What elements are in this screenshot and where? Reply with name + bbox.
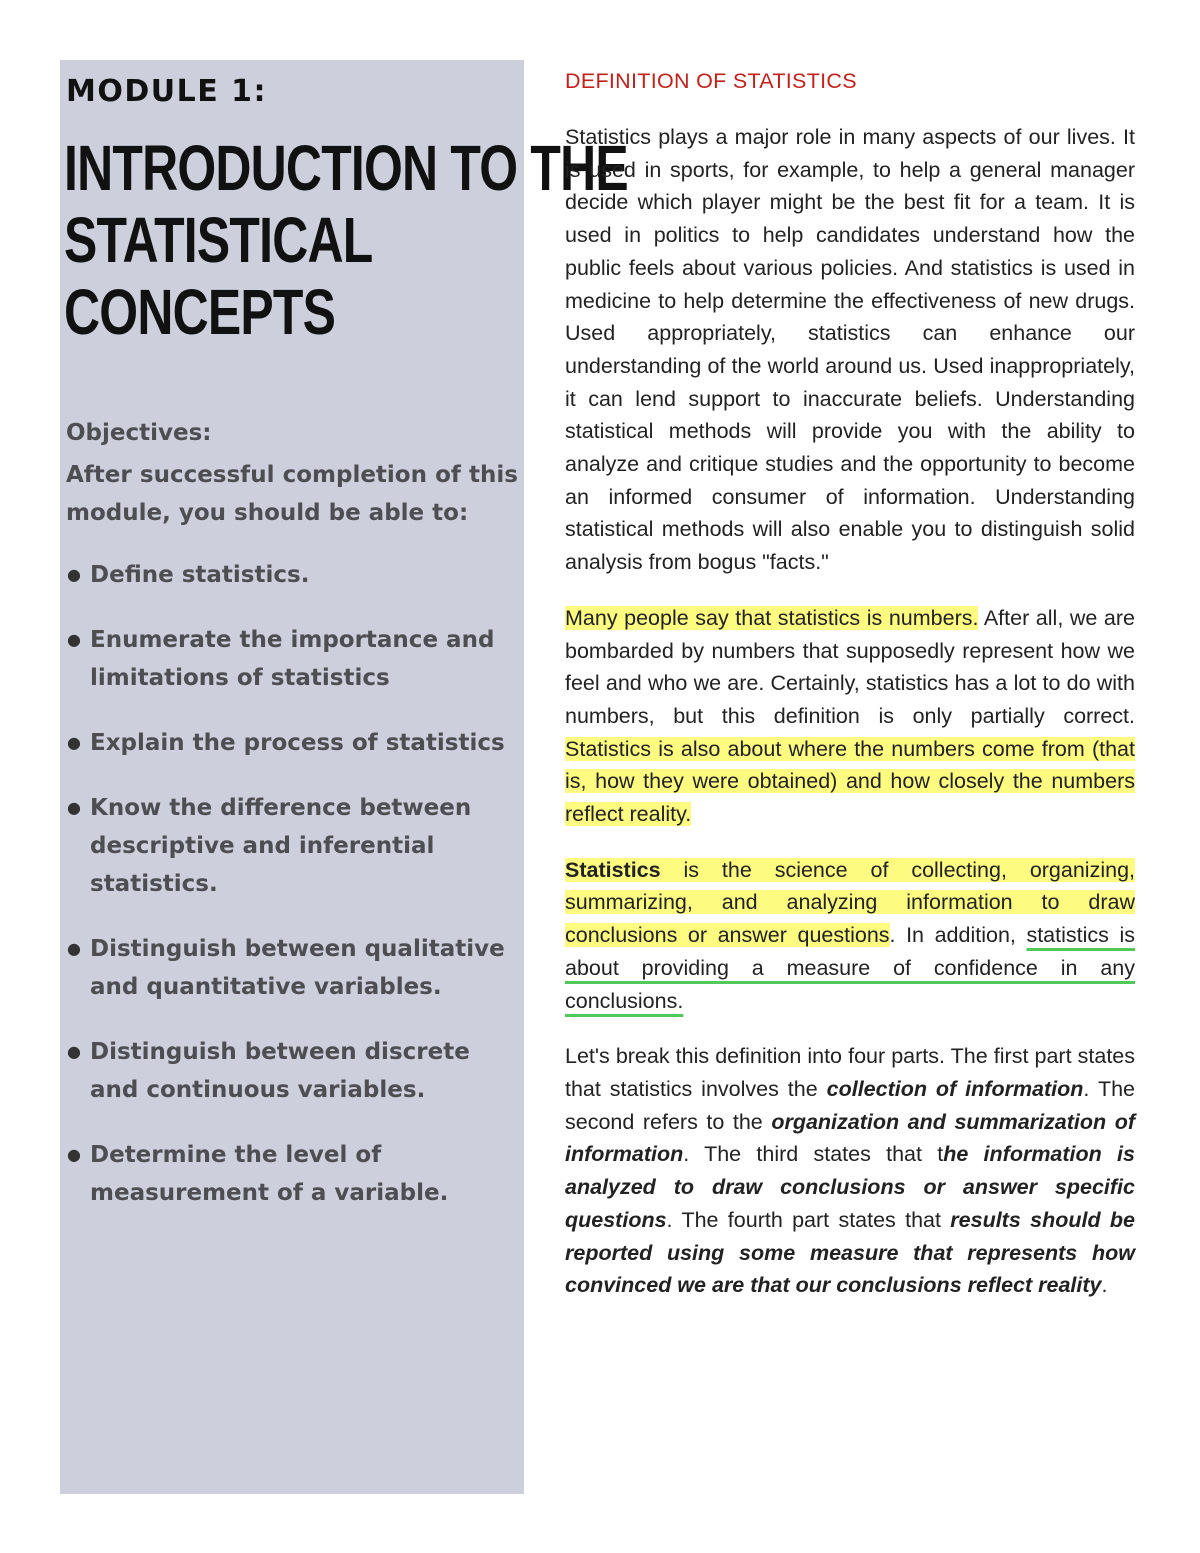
module-sidebar xyxy=(60,60,628,1494)
module-title-line: CONCEPTS xyxy=(64,276,336,348)
module-title-line: STATISTICAL xyxy=(64,204,373,276)
paragraph-definition: Statistics is the science of collecting, organizing, summarizing, and analyzing information to draw conclusions or answer questions. In addition, statistics is about providing a measure of confidence in any conclusions. xyxy=(565,857,1135,1013)
bullet-icon: ● xyxy=(67,939,81,958)
module-title xyxy=(64,132,628,348)
objective-item: ● Distinguish between discrete and continuous variables. xyxy=(66,1033,518,1109)
highlight: Many people say that statistics is numbers. xyxy=(565,605,979,630)
main-content xyxy=(565,64,1135,1325)
objectives-heading: Objectives: xyxy=(66,420,212,446)
bullet-icon: ● xyxy=(67,1042,81,1061)
bullet-icon: ● xyxy=(67,733,81,752)
module-label: MODULE 1: xyxy=(66,74,268,109)
objectives-list xyxy=(66,556,518,1239)
paragraph-numbers: Many people say that statistics is numbers. After all, we are bombarded by numbers that supposedly represent how we feel and who we are. Certainly, statistics has a lot to do with numbers, but this definition is only partially correct. Statistics is also about where the numbers come from (that is, how they were obtained) and how closely the numbers reflect reality. xyxy=(565,605,1135,827)
objective-item: ● Explain the process of statistics xyxy=(66,724,518,762)
objective-item: ● Distinguish between qualitative and quantitative variables. xyxy=(66,930,518,1006)
underlined-text: statistics is about providing a measure of confidence in any conclusions. xyxy=(565,923,1135,1013)
highlight: Statistics is also about where the numbers come from (that is, how they were obtained) and how closely the numbers reflect reality. xyxy=(565,736,1135,827)
objective-item: ● Define statistics. xyxy=(66,556,518,594)
bullet-icon: ● xyxy=(67,1145,81,1164)
bullet-icon: ● xyxy=(67,630,81,649)
objective-item: ● Determine the level of measurement of a variable. xyxy=(66,1136,518,1212)
paragraph-four-parts: Let's break this definition into four parts. The first part states that statistics involves the collection of information. The second refers to the organization and summarization of information. The third states that the information is analyzed to draw conclusions or answer specific questions. The fourth part states that results should be reported using some measure that represents how convinced we are that our conclusions reflect reality. xyxy=(565,1044,1136,1298)
module-title-line: INTRODUCTION TO THE xyxy=(64,132,628,204)
bullet-icon: ● xyxy=(67,798,81,817)
objectives-intro: After successful completion of this module, you should be able to: xyxy=(66,462,518,526)
objective-item: ● Enumerate the importance and limitations of statistics xyxy=(66,621,518,697)
highlight: is the science of collecting, organizing, summarizing, and analyzing information to draw conclusions or answer questions xyxy=(565,857,1135,948)
definition-term: Statistics xyxy=(565,857,661,882)
section-heading: DEFINITION OF STATISTICS xyxy=(565,69,857,93)
bullet-icon: ● xyxy=(67,565,81,584)
objective-item: ● Know the difference between descriptive and inferential statistics. xyxy=(66,789,518,903)
paragraph-intro: Statistics plays a major role in many aspects of our lives. It is used in sports, for example, to help a general manager decide which player might be the best fit for a team. It is used in politics to help candidates understand how the public feels about various policies. And statistics is used in medicine to help determine the effectiveness of new drugs. Used appropriately, statistics can enhance our understanding of the world around us. Used inappropriately, it can lend support to inaccurate beliefs. Understanding statistical methods will provide you with the ability to analyze and critique studies and the opportunity to become an informed consumer of information. Understanding statistical methods will also enable you to distinguish solid analysis from bogus "facts." xyxy=(565,125,1135,575)
